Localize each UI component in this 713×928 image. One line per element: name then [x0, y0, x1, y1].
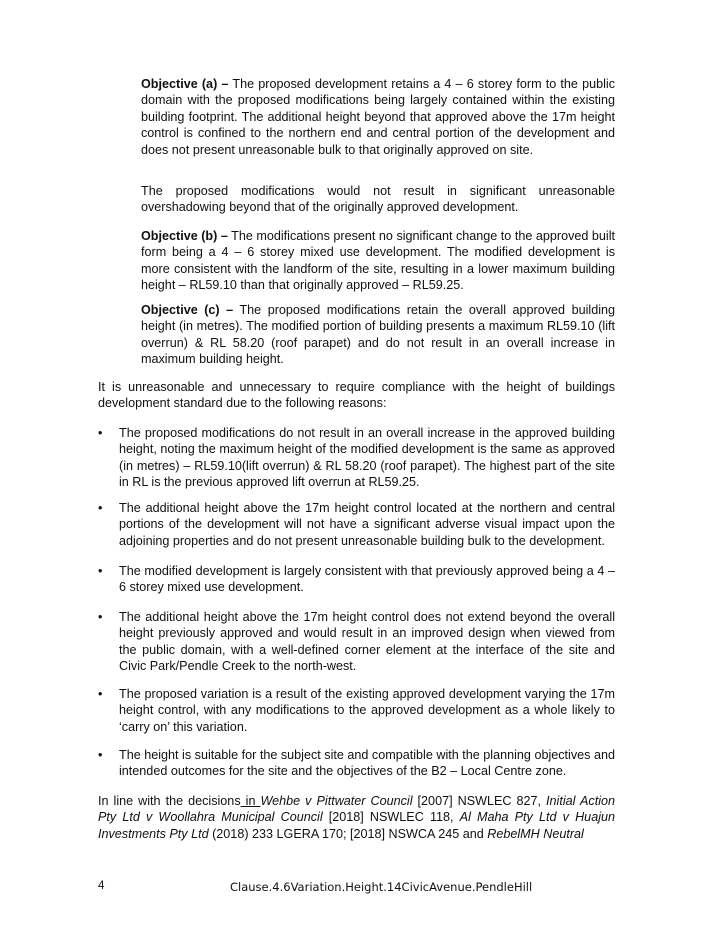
footer-doc-title: Clause.4.6Variation.Height.14CivicAvenue.PendleHill: [230, 880, 533, 894]
objective-a-label: Objective (a) –: [141, 77, 229, 91]
closing-paragraph: [98, 793, 615, 842]
bullet-text: The proposed variation is a result of the existing approved development varying the 17m height control, with any modifications to the approved development as a whole likely to ‘carry on’ this variation.: [119, 687, 615, 734]
bullet-icon: •: [98, 564, 103, 578]
objective-b-label: Objective (b) –: [141, 229, 228, 243]
bullet-text: The height is suitable for the subject site and compatible with the planning objectives and intended outcomes for the site and the objectives of the B2 – Local Centre zone.: [119, 748, 615, 779]
closing-text-2: in: [240, 794, 261, 808]
page-number: 4: [98, 880, 105, 892]
objective-b-paragraph: [141, 228, 615, 294]
bullet-text: The additional height above the 17m height control located at the northern and central portions of the development will not have a significant adverse visual impact upon the adjoining properties and do not present unreasonable building bulk to the development.: [119, 501, 615, 548]
bullet-icon: •: [98, 501, 103, 515]
objective-c-text: The proposed modifications retain the overall approved building height (in metres). The modified portion of building presents a maximum RL59.10 (lift overrun) & RL 58.20 (roof parapet) and do not result in an overall increase in maximum building height.: [141, 303, 615, 367]
closing-text-3: [2007] NSWLEC 827,: [412, 794, 547, 808]
closing-text-5: (2018) 233 LGERA 170; [2018] NSWCA 245 and: [208, 826, 488, 841]
case-citation-3: Al Maha Pty Ltd v Huajun Investments Pty Ltd: [98, 810, 616, 841]
bullet-icon: •: [98, 748, 103, 762]
closing-text-1: In line with the decisions: [98, 794, 241, 808]
objective-c-label: Objective (c) –: [141, 303, 234, 317]
case-citation-2: Initial Action Pty Ltd v Woollahra Municipal Council: [98, 794, 616, 825]
objective-a-paragraph: [141, 76, 615, 158]
closing-text-4: [2018] NSWLEC 118,: [322, 810, 460, 825]
bullet-icon: •: [98, 426, 103, 440]
bullet-text: The additional height above the 17m height control does not extend beyond the overall height previously approved and would result in an improved design when viewed from the public domain, with a well-defined corner element at the interface of the site and Civic Park/Pendle Creek to the north-west.: [119, 610, 615, 674]
objective-c-paragraph: [141, 302, 615, 368]
overshadowing-paragraph: The proposed modifications would not result in significant unreasonable overshadowing beyond that of the originally approved development.: [141, 184, 615, 215]
case-citation-1: Wehbe v Pittwater Council: [260, 794, 413, 808]
objective-a-text: The proposed development retains a 4 – 6 storey form to the public domain with the proposed modifications being largely contained within the existing building footprint. The additional height beyond that approved above the 17m height control is confined to the northern end and central portion of the development and does not present unreasonable bulk to that originally approved on site.: [141, 77, 615, 157]
bullet-icon: •: [98, 610, 103, 624]
intro-paragraph: It is unreasonable and unnecessary to require compliance with the height of buildings development standard due to the following reasons:: [98, 380, 615, 411]
bullet-text: The modified development is largely consistent with that previously approved being a 4 – 6 storey mixed use development.: [119, 564, 615, 595]
case-citation-4: RebelMH Neutral: [487, 826, 584, 841]
bullet-icon: •: [98, 687, 103, 701]
bullet-text: The proposed modifications do not result in an overall increase in the approved building height, noting the maximum height of the modified development is the same as approved (in metres) – RL59.10(lift overrun) & RL 58.20 (roof parapet). The highest part of the site in RL is the previous approved lift overrun at RL59.25.: [119, 426, 615, 490]
objective-b-text: The modifications present no significant change to the approved built form being a 4 – 6 storey mixed use development. The modified development is more consistent with the landform of the site, resulting in a lower maximum building height – RL59.10 than that originally approved – RL59.25.: [141, 229, 616, 293]
